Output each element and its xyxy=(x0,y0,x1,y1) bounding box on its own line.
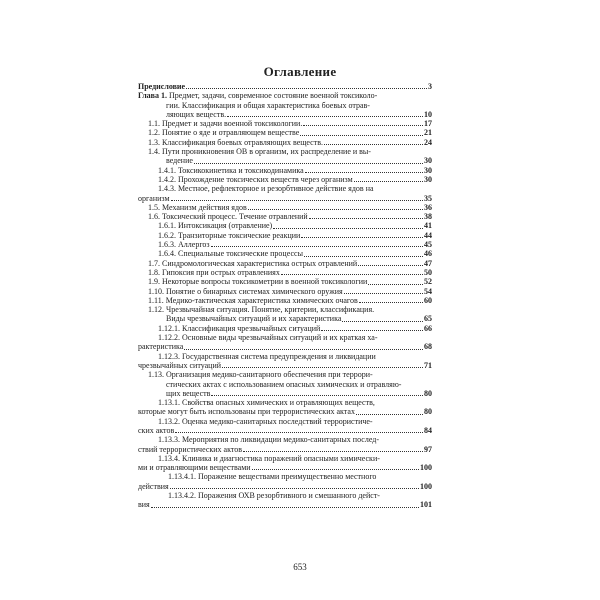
toc-entry xyxy=(138,221,432,230)
toc-entry xyxy=(138,166,432,175)
toc-page-number: 100 xyxy=(420,463,432,473)
toc-entry-text: 1.13.3. Мероприятия по ликвидации медико-санитарных послед- xyxy=(158,435,379,445)
toc-page-number: 47 xyxy=(424,258,432,268)
toc-entry-text: 1.13.4.2. Поражения ОХВ резорбтивного и смешанного дейст- xyxy=(168,491,380,501)
toc-page-number: 10 xyxy=(424,109,432,119)
toc-entry-text: 1.12. Чрезвычайная ситуация. Понятие, критерии, классификация. xyxy=(148,305,375,315)
toc-page-number: 36 xyxy=(424,202,432,212)
toc-page-number: 60 xyxy=(424,295,432,305)
leader-dots xyxy=(368,284,423,285)
toc-entry-text: 1.6.2. Транзиторные токсические реакции xyxy=(158,230,301,240)
toc-entry-text: 1.13. Организация медико-санитарного обеспечения при террори- xyxy=(148,370,373,380)
toc-page-number: 101 xyxy=(420,500,432,510)
toc-page-number: 46 xyxy=(424,249,432,259)
toc-page-number: 30 xyxy=(424,174,432,184)
leader-dots xyxy=(151,507,419,508)
toc-entry xyxy=(138,240,432,249)
toc-page-number: 41 xyxy=(424,221,432,231)
toc-entry xyxy=(138,231,432,240)
leader-dots xyxy=(324,144,423,145)
toc-page-number: 97 xyxy=(424,444,432,454)
toc-entry xyxy=(138,287,432,296)
toc-entry-text: 1.3. Классификация боевых отравляющих веществ. xyxy=(148,137,323,147)
toc-entry-text: 1.7. Синдромологическая характеристика острых отравлений xyxy=(148,258,358,268)
toc-page-number: 45 xyxy=(424,240,432,250)
toc-entry-text: 1.12.1. Классификация чрезвычайных ситуаций xyxy=(158,323,321,333)
toc-entry-text: Предисловие xyxy=(138,82,186,91)
leader-dots xyxy=(358,265,423,266)
toc-entry xyxy=(138,119,432,128)
toc-entry xyxy=(138,305,432,324)
toc-entry xyxy=(138,175,432,184)
toc-entry xyxy=(138,296,432,305)
leader-dots xyxy=(344,293,423,294)
toc-entry-text: вия xyxy=(138,500,150,510)
toc-entry-text: 1.13.4.1. Поражение веществами преимущественно местного xyxy=(168,472,377,482)
toc-entry-text: ствий террористических актов xyxy=(138,444,243,454)
toc-page-number: 35 xyxy=(424,193,432,203)
toc-entry-text: 1.4. Пути проникновения ОВ в организм, их распределение и вы- xyxy=(148,147,371,157)
toc-entry-text: 1.11. Медико-тактическая характеристика химических очагов xyxy=(148,295,358,305)
toc-page-number: 24 xyxy=(424,137,432,147)
leader-dots xyxy=(171,200,423,201)
toc-entry xyxy=(138,184,432,203)
leader-dots xyxy=(356,414,423,415)
toc-page-number: 38 xyxy=(424,212,432,222)
leader-dots xyxy=(273,228,423,229)
leader-dots xyxy=(243,451,423,452)
leader-dots xyxy=(252,469,419,470)
toc-entry-text: 1.5. Механизм действия ядов xyxy=(148,202,247,212)
toc-entry xyxy=(138,472,432,491)
leader-dots xyxy=(227,116,423,117)
toc-entry-text: 1.10. Понятие о бинарных системах химического оружия xyxy=(148,286,343,296)
toc-page-number: 3 xyxy=(428,82,432,91)
toc-entry xyxy=(138,491,432,510)
toc-entry-text: стических актах с использованием опасных химических и отравляю- xyxy=(166,379,402,389)
page-title: Оглавление xyxy=(263,64,337,79)
toc-entry xyxy=(138,454,432,473)
leader-dots xyxy=(354,181,423,182)
leader-dots xyxy=(222,367,423,368)
leader-dots xyxy=(305,172,423,173)
leader-dots xyxy=(281,274,423,275)
toc-page-number: 80 xyxy=(424,407,432,417)
toc-page-number: 66 xyxy=(424,323,432,333)
toc-entry xyxy=(138,324,432,333)
toc-entry xyxy=(138,398,432,417)
toc-page-number: 17 xyxy=(424,119,432,129)
leader-dots xyxy=(194,163,423,164)
leader-dots xyxy=(304,256,423,257)
toc-page-number: 30 xyxy=(424,156,432,166)
leader-dots xyxy=(186,88,427,89)
leader-dots xyxy=(342,321,423,322)
toc-entry-text: 1.13.2. Оценка медико-санитарных последствий террористиче- xyxy=(158,416,373,426)
leader-dots xyxy=(309,218,423,219)
toc-entry-text: 1.9. Некоторые вопросы токсикометрии в военной токсикологии xyxy=(148,277,368,287)
toc-entry xyxy=(138,435,432,454)
toc-entry xyxy=(138,370,432,398)
toc-page-number: 30 xyxy=(424,165,432,175)
toc-entry-text: организм xyxy=(138,193,170,203)
toc-entry-text: Виды чрезвычайных ситуаций и их характеристика xyxy=(166,314,342,324)
toc-entry-text: 1.12.3. Государственная система предупреждения и ликвидации xyxy=(158,351,376,361)
toc-entry xyxy=(138,352,432,371)
toc-entry-text: ми и отравляющими веществами xyxy=(138,463,251,473)
leader-dots xyxy=(248,209,423,210)
toc-entry-text: 1.6.4. Специальные токсические процессы xyxy=(158,249,303,259)
toc-page-number: 80 xyxy=(424,388,432,398)
leader-dots xyxy=(211,395,423,396)
toc-entry xyxy=(138,147,432,166)
table-of-contents xyxy=(138,82,432,510)
toc-entry-text: 1.4.1. Токсикокинетика и токсикодинамика xyxy=(158,165,304,175)
toc-entry-text: рактеристика xyxy=(138,342,184,352)
toc-entry-text: 1.6.1. Интоксикация (отравление) xyxy=(158,221,273,231)
toc-entry-text: щих веществ xyxy=(166,388,211,398)
leader-dots xyxy=(303,125,423,126)
leader-dots xyxy=(175,432,423,433)
toc-entry-text: 1.1. Предмет и задачи военной токсикологии. xyxy=(148,119,303,129)
toc-entry-text: гии. Классификация и общая характеристика боевых отрав- xyxy=(166,100,370,110)
toc-page-number: 68 xyxy=(424,342,432,352)
toc-entry-text: чрезвычайных ситуаций xyxy=(138,360,222,370)
toc-page-number: 54 xyxy=(424,286,432,296)
leader-dots xyxy=(301,237,423,238)
toc-entry xyxy=(138,128,432,137)
toc-entry xyxy=(138,333,432,352)
toc-entry-text: ляющих веществ. xyxy=(166,109,227,119)
toc-entry-text: 1.6.3. Аллергоз xyxy=(158,240,210,250)
toc-entry-text: 1.12.2. Основные виды чрезвычайных ситуаций и их краткая ха- xyxy=(158,333,378,343)
toc-entry xyxy=(138,82,432,91)
toc-entry xyxy=(138,417,432,436)
toc-entry xyxy=(138,138,432,147)
toc-page-number: 65 xyxy=(424,314,432,324)
toc-entry-text: ских актов xyxy=(138,425,175,435)
toc-entry-text: действия xyxy=(138,481,169,491)
toc-entry-text: которые могут быть использованы при террористических актах xyxy=(138,407,355,417)
toc-page-number: 52 xyxy=(424,277,432,287)
toc-entry-text: 1.6. Токсический процесс. Течение отравлений xyxy=(148,212,308,222)
toc-page-number: 84 xyxy=(424,425,432,435)
toc-entry xyxy=(138,277,432,286)
toc-entry xyxy=(138,259,432,268)
toc-entry-text: 1.13.1. Свойства опасных химических и отравляющих веществ, xyxy=(158,398,375,408)
toc-entry xyxy=(138,212,432,221)
toc-entry-text: 1.8. Гипоксия при острых отравлениях xyxy=(148,267,280,277)
toc-page-number: 44 xyxy=(424,230,432,240)
leader-dots xyxy=(321,330,423,331)
toc-entry xyxy=(138,203,432,212)
toc-page-number: 100 xyxy=(420,481,432,491)
toc-entry-text: 1.2. Понятие о яде и отравляющем веществе xyxy=(148,128,300,138)
toc-entry xyxy=(138,268,432,277)
leader-dots xyxy=(359,302,423,303)
leader-dots xyxy=(300,135,423,136)
toc-page-number: 50 xyxy=(424,267,432,277)
toc-page-number: 21 xyxy=(424,128,432,138)
toc-entry-text: Глава 1. Предмет, задачи, современное состояние военной токсиколо- xyxy=(138,91,378,101)
toc-entry xyxy=(138,91,432,119)
toc-entry-text: 1.4.3. Местное, рефлекторное и резорбтивное действие ядов на xyxy=(158,184,374,194)
leader-dots xyxy=(170,488,419,489)
toc-page-number: 71 xyxy=(424,360,432,370)
leader-dots xyxy=(211,246,423,247)
toc-entry-text: 1.4.2. Прохождение токсических веществ через организм xyxy=(158,174,353,184)
toc-entry xyxy=(138,249,432,258)
toc-entry-text: ведение xyxy=(166,156,193,166)
toc-entry-text: 1.13.4. Клиника и диагностика поражений опасными химически- xyxy=(158,453,380,463)
leader-dots xyxy=(184,349,423,350)
page-number: 653 xyxy=(293,562,307,572)
